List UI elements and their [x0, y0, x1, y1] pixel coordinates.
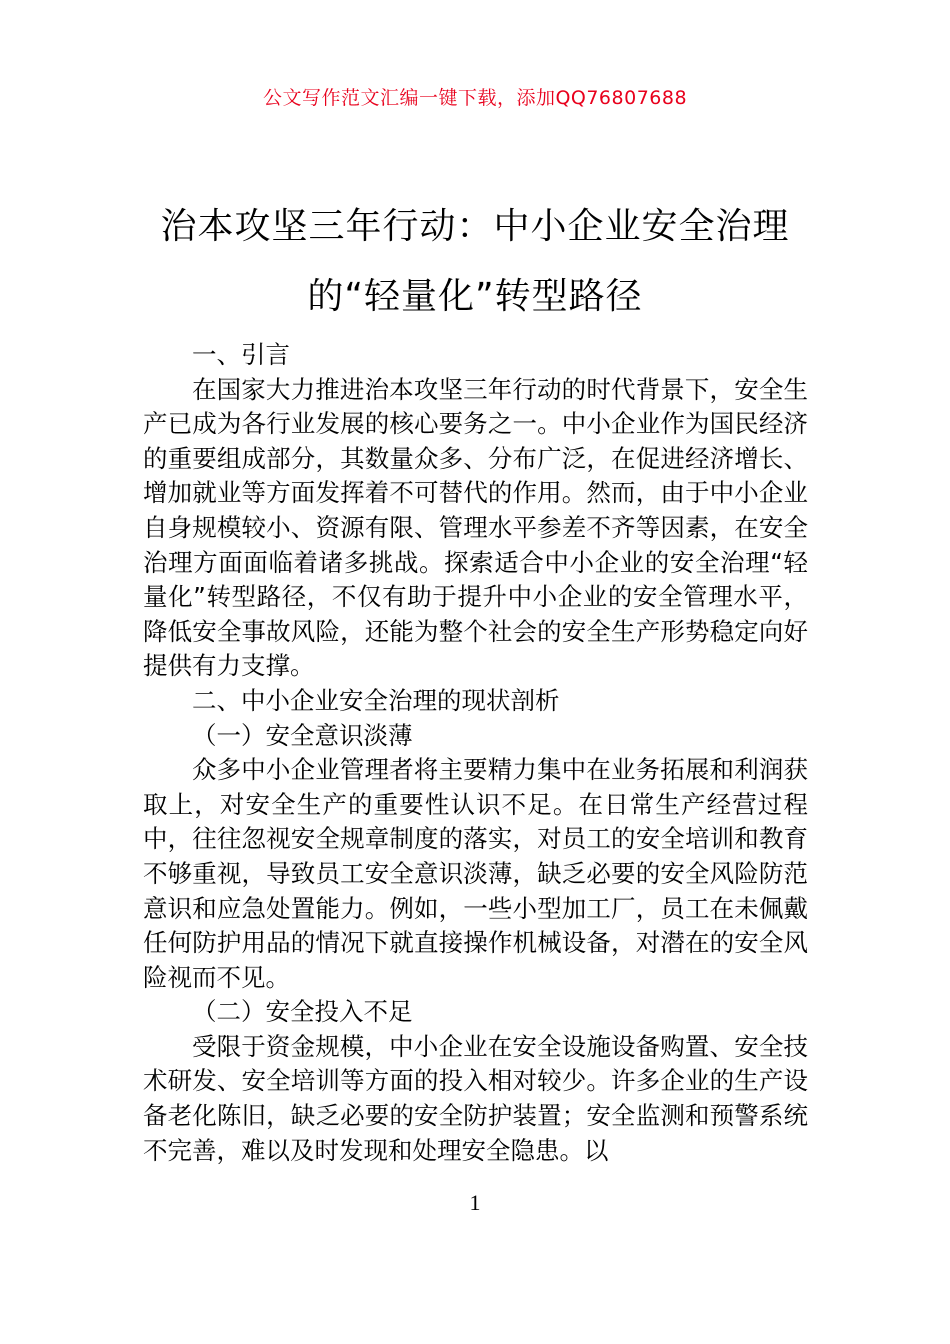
document-title: 治本攻坚三年行动：中小企业安全治理的“轻量化”转型路径: [160, 206, 790, 318]
section-heading-status: 二、中小企业安全治理的现状剖析: [192, 685, 560, 715]
paragraph-investment: 受限于资金规模，中小企业在安全设施设备购置、安全技术研发、安全培训等方面的投入相对较少。许多企业的生产设备老化陈旧，缺乏必要的安全防护装置；安全监测和预警系统不完善，难以及时发现和处理安全隐患。以: [143, 1031, 808, 1165]
subsection-heading-awareness: （一）安全意识淡薄: [192, 720, 413, 750]
document-body: [143, 338, 808, 1168]
paragraph-intro: 在国家大力推进治本攻坚三年行动的时代背景下，安全生产已成为各行业发展的核心要务之一。中小企业作为国民经济的重要组成部分，其数量众多、分布广泛，在促进经济增长、增加就业等方面发挥着不可替代的作用。然而，由于中小企业自身规模较小、资源有限、管理水平参差不齐等因素，在安全治理方面面临着诸多挑战。探索适合中小企业的安全治理“轻量化”转型路径，不仅有助于提升中小企业的安全管理水平，降低安全事故风险，还能为整个社会的安全生产形势稳定向好提供有力支撑。: [143, 374, 808, 681]
paragraph-awareness: 众多中小企业管理者将主要精力集中在业务拓展和利润获取上，对安全生产的重要性认识不足。在日常生产经营过程中，往往忽视安全规章制度的落实，对员工的安全培训和教育不够重视，导致员工安全意识淡薄，缺乏必要的安全风险防范意识和应急处置能力。例如，一些小型加工厂，员工在未佩戴任何防护用品的情况下就直接操作机械设备，对潜在的安全风险视而不见。: [143, 755, 808, 992]
page-number: 1: [469, 1190, 481, 1215]
subsection-heading-investment: （二）安全投入不足: [192, 997, 413, 1027]
section-heading-intro: 一、引言: [192, 340, 290, 369]
header-download-note: 公文写作范文汇编一键下载，添加QQ76807688: [262, 87, 688, 109]
